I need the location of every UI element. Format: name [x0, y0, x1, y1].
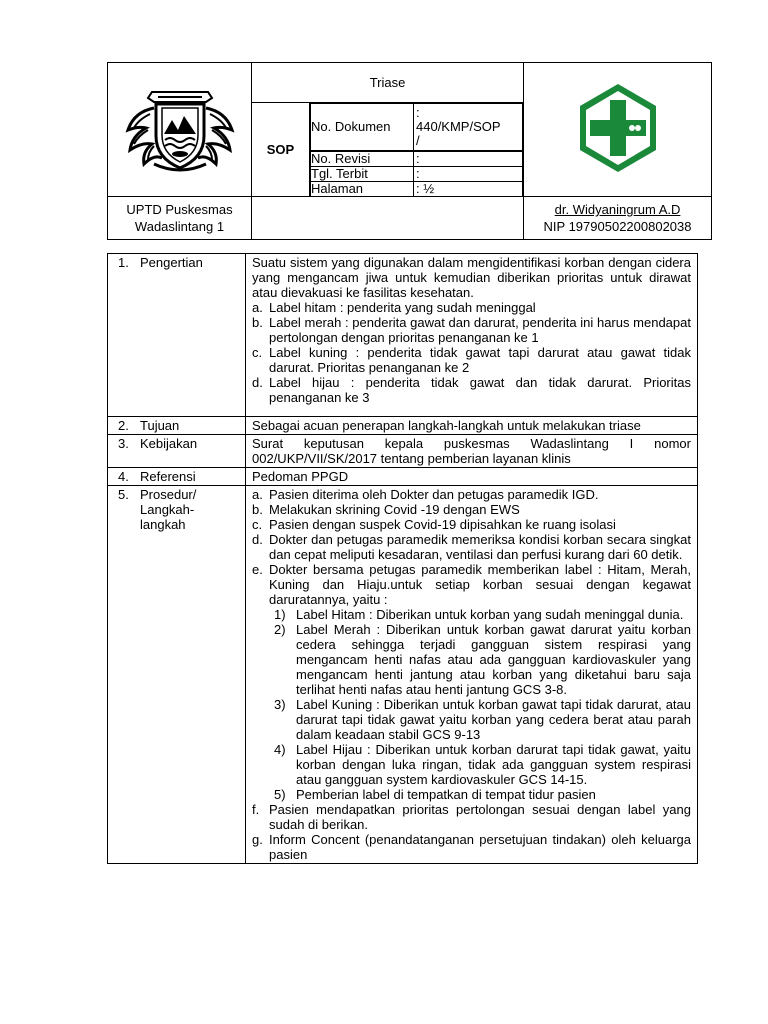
document-title: Triase	[252, 63, 524, 103]
list-item	[252, 375, 691, 405]
section-row	[108, 468, 698, 486]
list-marker: a.	[252, 300, 263, 315]
sub-list-marker: 4)	[274, 742, 286, 757]
list-text: Dokter dan petugas paramedik memeriksa kondisi korban secara singkat dan cepat meliputi kesadaran, ventilasi dan perfusi kurang dari 60 detik.	[269, 532, 691, 562]
sub-list-item	[252, 697, 691, 742]
page-label: Halaman	[311, 182, 414, 197]
issue-date-value: :	[414, 167, 523, 182]
section-label: Referensi	[140, 469, 196, 484]
sub-list-text: Label Hitam : Diberikan untuk korban yang sudah meninggal dunia.	[296, 607, 684, 622]
regency-emblem-icon	[120, 78, 240, 178]
section-label: Tujuan	[140, 418, 180, 433]
list-item	[252, 315, 691, 345]
section-label-cell	[108, 486, 246, 864]
sub-list-marker: 5)	[274, 787, 286, 802]
list-text: Label merah : penderita gawat dan darurat, penderita ini harus mendapat pertolongan dengan prioritas penanganan ke 1	[269, 315, 691, 345]
sop-content-table	[107, 253, 698, 864]
section-number: 1.	[118, 255, 129, 270]
section-label-line: langkah	[140, 517, 186, 532]
section-content	[246, 254, 698, 417]
organization-line-2: Wadaslintang 1	[134, 219, 225, 234]
section-content: Sebagai acuan penerapan langkah-langkah untuk melakukan triase	[246, 417, 698, 435]
list-text: Inform Concent (penandatanganan persetujuan tindakan) oleh keluarga pasien	[269, 832, 691, 862]
puskesmas-logo-icon	[570, 80, 666, 176]
list-item	[252, 487, 691, 502]
sub-list-item	[252, 607, 691, 622]
sub-list-item	[252, 787, 691, 802]
list-marker: f.	[252, 802, 260, 817]
section-label	[140, 487, 196, 532]
section-row	[108, 486, 698, 864]
section-label-cell	[108, 435, 246, 468]
list-marker: b.	[252, 502, 263, 517]
doc-number-value: 440/KMP/SOP	[416, 119, 501, 134]
list-item	[252, 345, 691, 375]
list-item	[252, 562, 691, 607]
doc-number-colon: :	[416, 105, 420, 120]
revision-value: :	[414, 152, 523, 167]
sub-list-text: Pemberian label di tempatkan di tempat tidur pasien	[296, 787, 596, 802]
list-item	[252, 300, 691, 315]
list-marker: a.	[252, 487, 263, 502]
list-marker: g.	[252, 832, 263, 847]
section-number: 2.	[118, 418, 129, 433]
revision-label: No. Revisi	[311, 152, 414, 167]
section-number: 5.	[118, 487, 129, 502]
list-text: Dokter bersama petugas paramedik memberikan label : Hitam, Merah, Kuning dan Hiaju.untuk setiap korban sesuai dengan kegawat daruratannya, yaitu :	[269, 562, 691, 607]
section-label: Pengertian	[140, 255, 203, 270]
list-text: Pasien dengan suspek Covid-19 dipisahkan ke ruang isolasi	[269, 517, 616, 532]
page-value: : ½	[414, 182, 523, 197]
list-marker: c.	[252, 517, 263, 532]
sub-list-text: Label Merah : Diberikan untuk korban gawat darurat yaitu korban cedera sehingga terjadi gangguan sistem respirasi yang mengancam henti nafas atau ada gangguan kardiovaskuler yang mengancam henti jantung atau korban yang diketahui baru saja terlihat henti nafas atau henti jantung GCS 3-8.	[296, 622, 691, 697]
signer-name: dr. Widyaningrum A.D	[554, 202, 681, 217]
section-row	[108, 417, 698, 435]
puskesmas-logo-cell	[524, 63, 712, 197]
document-number-cell	[310, 103, 524, 151]
section-content	[246, 486, 698, 864]
section-content: Pedoman PPGD	[246, 468, 698, 486]
sub-list-text: Label Kuning : Diberikan untuk korban gawat tapi tidak darurat, atau darurat tapi tidak gawat yaitu korban yang cedera berat atau parah dalam keadaan stabil GCS 9-13	[296, 697, 691, 742]
section-label-cell	[108, 468, 246, 486]
section-label-cell	[108, 417, 246, 435]
issue-date-label: Tgl. Terbit	[311, 167, 414, 182]
sub-list-item	[252, 622, 691, 697]
section-label-line: Prosedur/	[140, 487, 197, 502]
list-text: Pasien diterima oleh Dokter dan petugas paramedik IGD.	[269, 487, 599, 502]
list-text: Label hitam : penderita yang sudah meninggal	[269, 300, 536, 315]
organization-line-1: UPTD Puskesmas	[126, 202, 233, 217]
doc-number-slash: /	[416, 133, 420, 148]
signature-space	[252, 197, 524, 240]
header-table	[107, 62, 712, 240]
doc-number-table	[310, 103, 523, 150]
section-label: Kebijakan	[140, 436, 198, 451]
signer-cell	[524, 197, 712, 240]
sub-list-marker: 1)	[274, 607, 286, 622]
list-marker: d.	[252, 375, 263, 390]
regency-logo-cell	[108, 63, 252, 197]
list-item	[252, 532, 691, 562]
list-marker: c.	[252, 345, 263, 360]
list-text: Label kuning : penderita tidak gawat tapi darurat atau gawat tidak darurat. Prioritas penanganan ke 2	[269, 345, 691, 375]
doc-meta-table	[310, 151, 523, 196]
sub-list-marker: 2)	[274, 622, 286, 637]
definition-text: Suatu sistem yang digunakan dalam mengidentifikasi korban dengan cidera yang mengancam jiwa untuk kemudian diberikan prioritas untuk dirawat atau dievakuasi ke fasilitas kesehatan.	[252, 255, 691, 300]
list-item	[252, 517, 691, 532]
section-number: 3.	[118, 436, 129, 451]
list-text: Melakukan skrining Covid -19 dengan EWS	[269, 502, 520, 517]
sop-label: SOP	[252, 103, 310, 197]
section-number: 4.	[118, 469, 129, 484]
list-marker: e.	[252, 562, 263, 577]
list-marker: b.	[252, 315, 263, 330]
list-item	[252, 832, 691, 862]
signer-nip: NIP 19790502200802038	[543, 219, 692, 234]
section-label-cell	[108, 254, 246, 417]
section-row	[108, 435, 698, 468]
organization-cell	[108, 197, 252, 240]
sub-list-item	[252, 742, 691, 787]
list-text: Pasien mendapatkan prioritas pertolongan sesuai dengan label yang sudah di berikan.	[269, 802, 691, 832]
sub-list-text: Label Hijau : Diberikan untuk korban darurat tapi tidak gawat, yaitu korban dengan luka ringan, tidak ada gangguan system respirasi atau gangguan system kardiovaskuler GCS 14-15.	[296, 742, 691, 787]
section-content: Surat keputusan kepala puskesmas Wadaslintang I nomor 002/UKP/VII/SK/2017 tentang pemberian layanan klinis	[246, 435, 698, 468]
sub-list-marker: 3)	[274, 697, 286, 712]
section-label-line: Langkah-	[140, 502, 195, 517]
list-item	[252, 502, 691, 517]
section-row	[108, 254, 698, 417]
doc-number-label: No. Dokumen	[311, 104, 414, 151]
list-marker: d.	[252, 532, 263, 547]
doc-meta-cell	[310, 151, 524, 197]
list-text: Label hijau : penderita tidak gawat dan tidak darurat. Prioritas penanganan ke 3	[269, 375, 691, 405]
list-item	[252, 802, 691, 832]
doc-number-value-cell	[414, 104, 523, 151]
